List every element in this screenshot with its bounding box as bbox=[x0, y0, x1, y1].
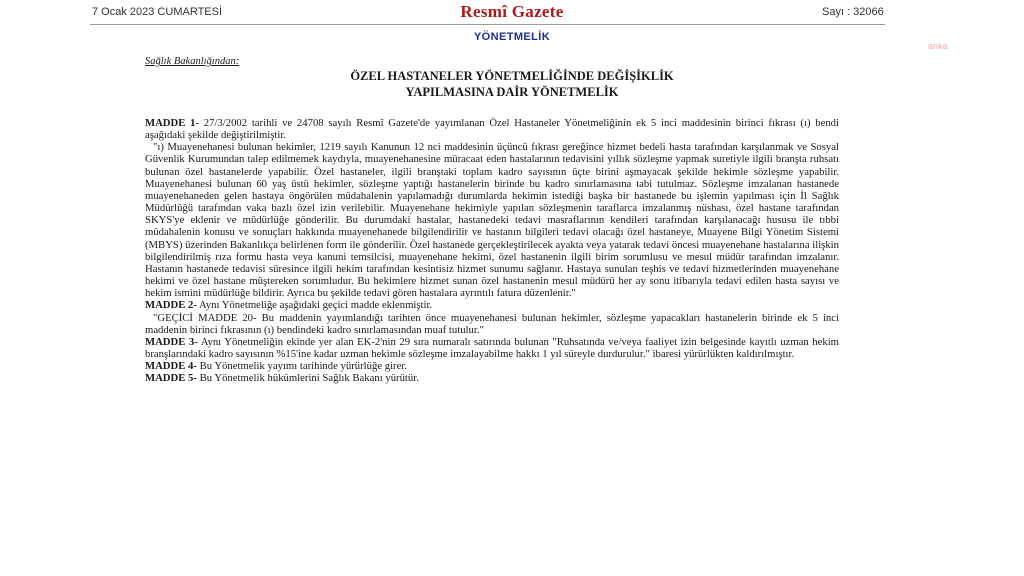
article-2-provisional bbox=[145, 312, 839, 336]
article-label: MADDE 2- bbox=[145, 299, 197, 312]
article-1-amendment bbox=[145, 141, 839, 299]
article-4 bbox=[145, 360, 839, 372]
section-heading: YÖNETMELİK bbox=[473, 31, 551, 43]
article-text: Bu Yönetmelik yayımı tarihinde yürürlüğe girer. bbox=[196, 360, 407, 373]
regulation-title bbox=[0, 68, 1024, 100]
article-label: MADDE 3- bbox=[145, 335, 198, 348]
agency-watermark: anka bbox=[928, 41, 948, 51]
article-text: Aynı Yönetmeliğin ekinde yer alan EK-2'nin 29 sıra numaralı satırında bulunan "Ruhsatında ve/veya faaliyet izin belgesinde kayıtlı uzman hekim branşlarındaki kadro sayısının %15'ine kadar uzman hekimle sözleşme imzalayabilme hakkı 1 yıl süreyle durdurulur." ibaresi yürürlükten kaldırılmıştır. bbox=[145, 335, 839, 360]
article-3 bbox=[145, 336, 839, 360]
article-label: MADDE 1- bbox=[145, 117, 200, 129]
ministry-label: Sağlık Bakanlığından: bbox=[145, 56, 240, 67]
title-line-1: ÖZEL HASTANELER YÖNETMELİĞİNDE DEĞİŞİKLİK bbox=[350, 69, 674, 83]
article-label: MADDE 5- bbox=[145, 372, 197, 385]
article-label: MADDE 4- bbox=[145, 360, 197, 373]
article-text: "GEÇİCİ MADDE 20- Bu maddenin yayımlandığı tarihten önce muayenehanesi bulunan hekimler, sözleşme yapacakları hastanelerin birinde ek 5 inci maddenin birinci fıkrasının (ı) bendindeki kadro sınırlamasından muaf tutulur." bbox=[145, 311, 839, 336]
article-text: 27/3/2002 tarihli ve 24708 sayılı Resmî Gazete'de yayımlanan Özel Hastaneler Yönetmeliğinin ek 5 inci maddesinin birinci fıkrası (ı) bendi aşağıdaki şekilde değiştirilmiştir. bbox=[145, 117, 839, 142]
article-2 bbox=[145, 299, 839, 311]
page-header bbox=[0, 0, 1024, 26]
title-line-2: YAPILMASINA DAİR YÖNETMELİK bbox=[405, 85, 619, 99]
article-text: "ı) Muayenehanesi bulunan hekimler, 1219 sayılı Kanunun 12 nci maddesinin üçüncü fıkrası gereğince hizmet bedeli hasta tarafından karşılanmak ve Sosyal Güvenlik Kurumundan talep edilmemek kaydıyla, muayenehanesine müracaat eden hastalarının tedavisini yıllık sözleşme yapmak suretiyle ilgili branşta ruhsatı bulunan özel hastanelerde yapabilir. Özel hastaneler, ilgili branştaki toplam kadro sayısının üçte birini aşmayacak şekilde hekimle sözleşme yapabilir. Muayenehanesi bulunan 60 yaş üstü hekimler, sözleşme yaptığı hastanelerin birinde bu kadro sınırlamasına tabi tutulmaz. Sözleşme imzalanan hastanede muayenehaneden gelen hastaya öngörülen müdahalenin yapılamadığı durumlarda hekimin istediği başka bir hastanede bu işlemin yapılması için İl Sağlık Müdürlüğü tarafından vaka bazlı özel izin verilebilir. Muayenehane hekimiyle yapılan sözleşmenin taraflarca imzalanmış nüshası, özel hastane tarafından SKYS'ye eklenir ve müdürlüğe gönderilir. Bu durumdaki hastalar, hastanedeki tedavi masraflarının kendileri tarafından karşılanacağı hususu ile tıbbi müdahalenin konusu ve sonuçları hakkında muayenehanede bilgilendirilir ve hastanın bilgileri tedavi olacağı özel hastaneye, Muayene Bilgi Yönetim Sistemi (MBYS) üzerinden Bakanlıkça belirlenen form ile gönderilir. Özel hastanede gerçekleştirilecek ayakta veya yatarak tedavi öncesi muayenehane hastalarına ilişkin bilgilendirilmiş rıza formu hasta veya kanuni temsilcisi, muayenehane hekimi, özel hastanenin ilgili birim sorumlusu ve mesul müdür tarafından imzalanır. Hastanın hastanede tedavisi süresince ilgili hekim tarafından kesintisiz hizmet sunumu sağlanır. Hastaya sunulan teşhis ve tedavi hizmetlerinden muayenehane hekimi ve özel hastane müştereken sorumludur. Bu hekimlere hizmet sunan özel hastanenin mesul müdürü her ay sonu itibarıyla tedavi edilen hasta sayısı ve hekim ismini müdürlüğe bildirir. Ayrıca bu şekilde tedavi gören hastalara ayrıntılı fatura düzenlenir." bbox=[145, 141, 839, 300]
gazette-title: Resmî Gazete bbox=[460, 2, 564, 21]
article-text: Aynı Yönetmeliğe aşağıdaki geçici madde eklenmiştir. bbox=[196, 299, 433, 312]
article-text: Bu Yönetmelik hükümlerini Sağlık Bakanı yürütür. bbox=[196, 372, 419, 385]
issue-number: Sayı : 32066 bbox=[822, 6, 884, 18]
article-1 bbox=[145, 117, 839, 141]
header-divider bbox=[90, 24, 885, 25]
issue-date: 7 Ocak 2023 CUMARTESİ bbox=[92, 6, 223, 18]
article-5 bbox=[145, 372, 839, 384]
regulation-body bbox=[145, 117, 839, 384]
